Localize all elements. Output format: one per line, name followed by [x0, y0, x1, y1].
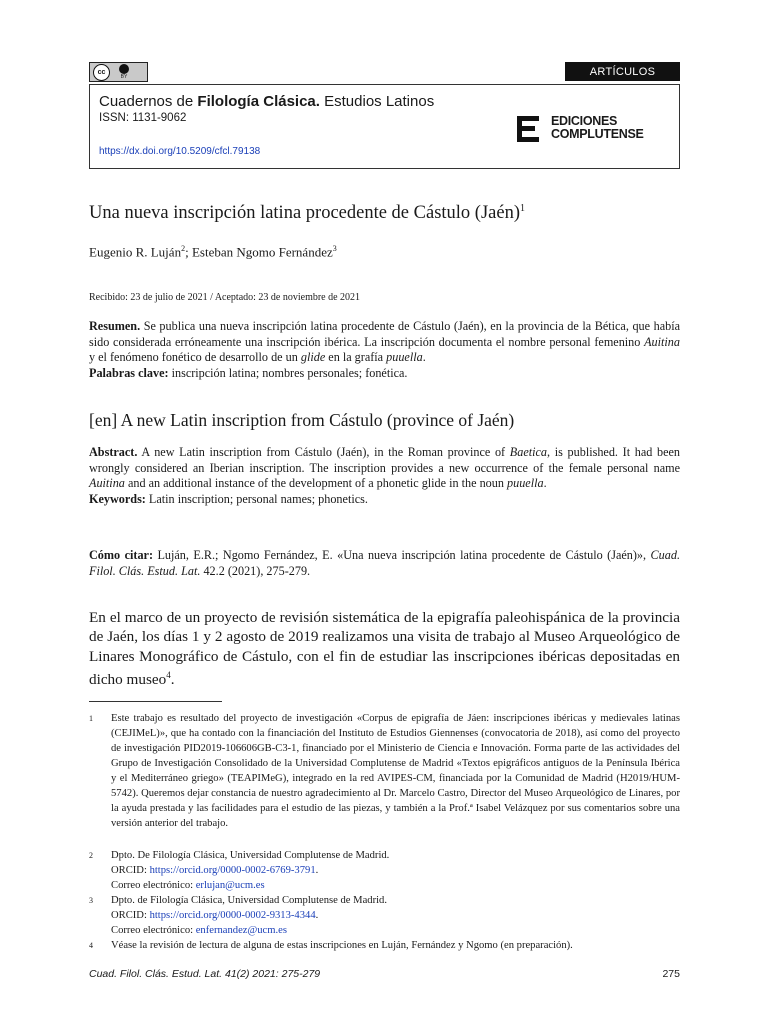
footnote-number: 2: [89, 851, 93, 860]
footnote-ref[interactable]: 1: [520, 203, 525, 214]
abstract-text: , is published. It had been wrongly considered an Iberian inscription. The inscription provides a new occurrence of the female personal name: [89, 445, 681, 475]
journal-title-prefix: Cuadernos de: [99, 93, 194, 110]
how-to-cite: [89, 548, 680, 579]
abstract-text: Se publica una nueva inscripción latina procedente de Cástulo (Jaén), en la provincia de la Bética, que había sido considerada erróneamente una inscripción ibérica. La inscripción documenta el nombre personal femenino: [89, 319, 680, 349]
footnote-3: 3 Dpto. de Filología Clásica, Universidad Complutense de Madrid. ORCID: https://orcid.org/0000-0002-9313-4344. Correo electrónico: enfernandez@ucm.es: [89, 893, 680, 938]
attribution-icon: [119, 64, 129, 80]
orcid-label: ORCID:: [111, 865, 147, 876]
email-link[interactable]: enfernandez@ucm.es: [195, 925, 287, 936]
abstract-text: A new Latin inscription from Cástulo (Jaén), in the Roman province of: [141, 445, 506, 459]
keywords-text: inscripción latina; nombres personales; fonética.: [171, 365, 408, 380]
by-label: BY: [120, 74, 128, 80]
person-dot-icon: [119, 64, 129, 74]
keywords-label: Keywords:: [89, 491, 146, 506]
footnote-number: 1: [89, 714, 93, 723]
footnote-number: 4: [89, 941, 93, 950]
footnote-4: [89, 938, 680, 953]
body-text: .: [170, 670, 175, 688]
author-separator: ;: [185, 244, 189, 260]
affiliation: Dpto. de Filología Clásica, Universidad Complutense de Madrid.: [111, 895, 387, 906]
email-label: Correo electrónico:: [111, 925, 194, 936]
doi-url[interactable]: https://dx.doi.org/10.5209/cfcl.79138: [99, 146, 261, 157]
abstract-term: Auitina: [89, 476, 125, 490]
abstract-text: en la grafía: [328, 350, 384, 364]
journal-title-suffix: Estudios Latinos: [324, 93, 435, 110]
keywords-label: Palabras clave:: [89, 365, 169, 380]
abstract-term: puuella: [507, 476, 544, 490]
orcid-label: ORCID:: [111, 910, 147, 921]
page-number: 275: [662, 968, 680, 980]
doi-link[interactable]: [99, 146, 260, 157]
citation-label: Cómo citar:: [89, 548, 154, 562]
journal-title-bold: Filología Clásica.: [197, 93, 320, 110]
section-label: ARTÍCULOS: [565, 62, 680, 81]
publisher-mark-icon: [517, 116, 543, 142]
abstract-text: .: [543, 476, 547, 490]
keywords-text: Latin inscription; personal names; phonetics.: [148, 491, 368, 506]
cc-by-license-badge: [89, 62, 148, 82]
abstract-term: puuella: [386, 350, 423, 364]
abstract-label: Abstract.: [89, 445, 138, 459]
author-list: [89, 244, 337, 260]
abstract-text: y el fenómeno fonético de desarrollo de un: [89, 350, 298, 364]
publisher-name-line2: COMPLUTENSE: [551, 127, 644, 141]
issn: ISSN: 1131-9062: [99, 112, 187, 124]
citation-journal: Cuad. Filol. Clás. Estud. Lat.: [89, 548, 680, 578]
footnote-text: Véase la revisión de lectura de alguna de estas inscripciones en Luján, Fernández y Ngomo (en preparación).: [111, 940, 573, 951]
publisher-name: [551, 115, 644, 141]
citation-text: 42.2 (2021), 275-279.: [203, 563, 311, 578]
body-paragraph: [89, 608, 680, 689]
orcid-link[interactable]: https://orcid.org/0000-0002-9313-4344: [149, 910, 316, 921]
orcid-link[interactable]: https://orcid.org/0000-0002-6769-3791: [149, 865, 316, 876]
abstract-label: Resumen.: [89, 319, 141, 333]
citation-text: Luján, E.R.; Ngomo Fernández, E. «Una nueva inscripción latina procedente de Cástulo (Jaén)»,: [157, 548, 647, 562]
abstract-term: glide: [300, 350, 326, 364]
footnote-2: 2 Dpto. De Filología Clásica, Universidad Complutense de Madrid. ORCID: https://orcid.org/0000-0002-6769-3791. Correo electrónico: erlujan@ucm.es: [89, 848, 680, 893]
footnote-number: 3: [89, 896, 93, 905]
creative-commons-icon: cc: [93, 64, 110, 81]
received-accepted-dates: Recibido: 23 de julio de 2021 / Aceptado: 23 de noviembre de 2021: [89, 292, 361, 303]
footer-citation: Cuad. Filol. Clás. Estud. Lat. 41(2) 2021: 275-279: [89, 968, 321, 980]
abstract-en: [89, 445, 680, 507]
publisher-logo: [517, 116, 667, 144]
author-name: Esteban Ngomo Fernández: [191, 244, 333, 260]
article-title-text: Una nueva inscripción latina procedente de Cástulo (Jaén): [89, 203, 520, 224]
english-title: [en] A new Latin inscription from Cástulo (province of Jaén): [89, 410, 515, 430]
journal-title: [99, 93, 434, 110]
footnote-1: [89, 711, 680, 831]
abstract-term: Baetica: [509, 445, 548, 459]
abstract-text: .: [422, 350, 426, 364]
article-title: [89, 203, 525, 224]
abstract-es: [89, 319, 680, 381]
abstract-term: Auitina: [644, 334, 680, 349]
publisher-name-line1: EDICIONES: [551, 114, 618, 128]
author-name: Eugenio R. Luján: [89, 244, 182, 260]
footnote-ref[interactable]: 2: [181, 244, 186, 253]
body-text: En el marco de un proyecto de revisión sistemática de la epigrafía paleohispánica de la provincia de Jaén, los días 1 y 2 agosto de 2019 realizamos una visita de trabajo al Museo Arqueológico de Linares Monográfico de Cástulo, con el fin de estudiar las inscripciones ibéricas depositadas en dicho museo: [89, 609, 680, 688]
email-link[interactable]: erlujan@ucm.es: [195, 880, 265, 891]
footnote-ref[interactable]: 4: [166, 669, 171, 680]
footnote-ref[interactable]: 3: [332, 244, 337, 253]
affiliation: Dpto. De Filología Clásica, Universidad Complutense de Madrid.: [111, 850, 390, 861]
footnote-text: Este trabajo es resultado del proyecto de investigación «Corpus de epigrafía de Jáen: inscripciones ibéricas y medievales latinas (CEJIMeL)», que ha contado con la financiación del Instituto de Estudios Giennenses (convocatoria de 2018), así como del proyecto de investigación PID2019-106606GB-C3-1, financiado por el Ministerio de Ciencia e Innovación. Forma parte de las actividades del Grupo de Investigación Consolidado de la Universidad Complutense de Madrid «Textos epigráficos antiguos de la Península Ibérica y el Mediterráneo griego» (TEAPIMeG), integrado en la red AVIPES-CM, financiada por la Comunidad de Madrid (H2019/HUM-5742). Queremos dejar constancia de nuestro agradecimiento al Dr. Marcelo Castro, Director del Museo Arqueológico de Linares, por la ayuda prestada y las facilidades para el estudio de las piezas, y también a la Prof.ª Isabel Velázquez por sus comentarios sobre una versión anterior del trabajo.: [111, 713, 680, 829]
abstract-text: and an additional instance of the development of a phonetic glide in the noun: [127, 476, 504, 490]
footnote-divider: [89, 701, 222, 702]
email-label: Correo electrónico:: [111, 880, 194, 891]
